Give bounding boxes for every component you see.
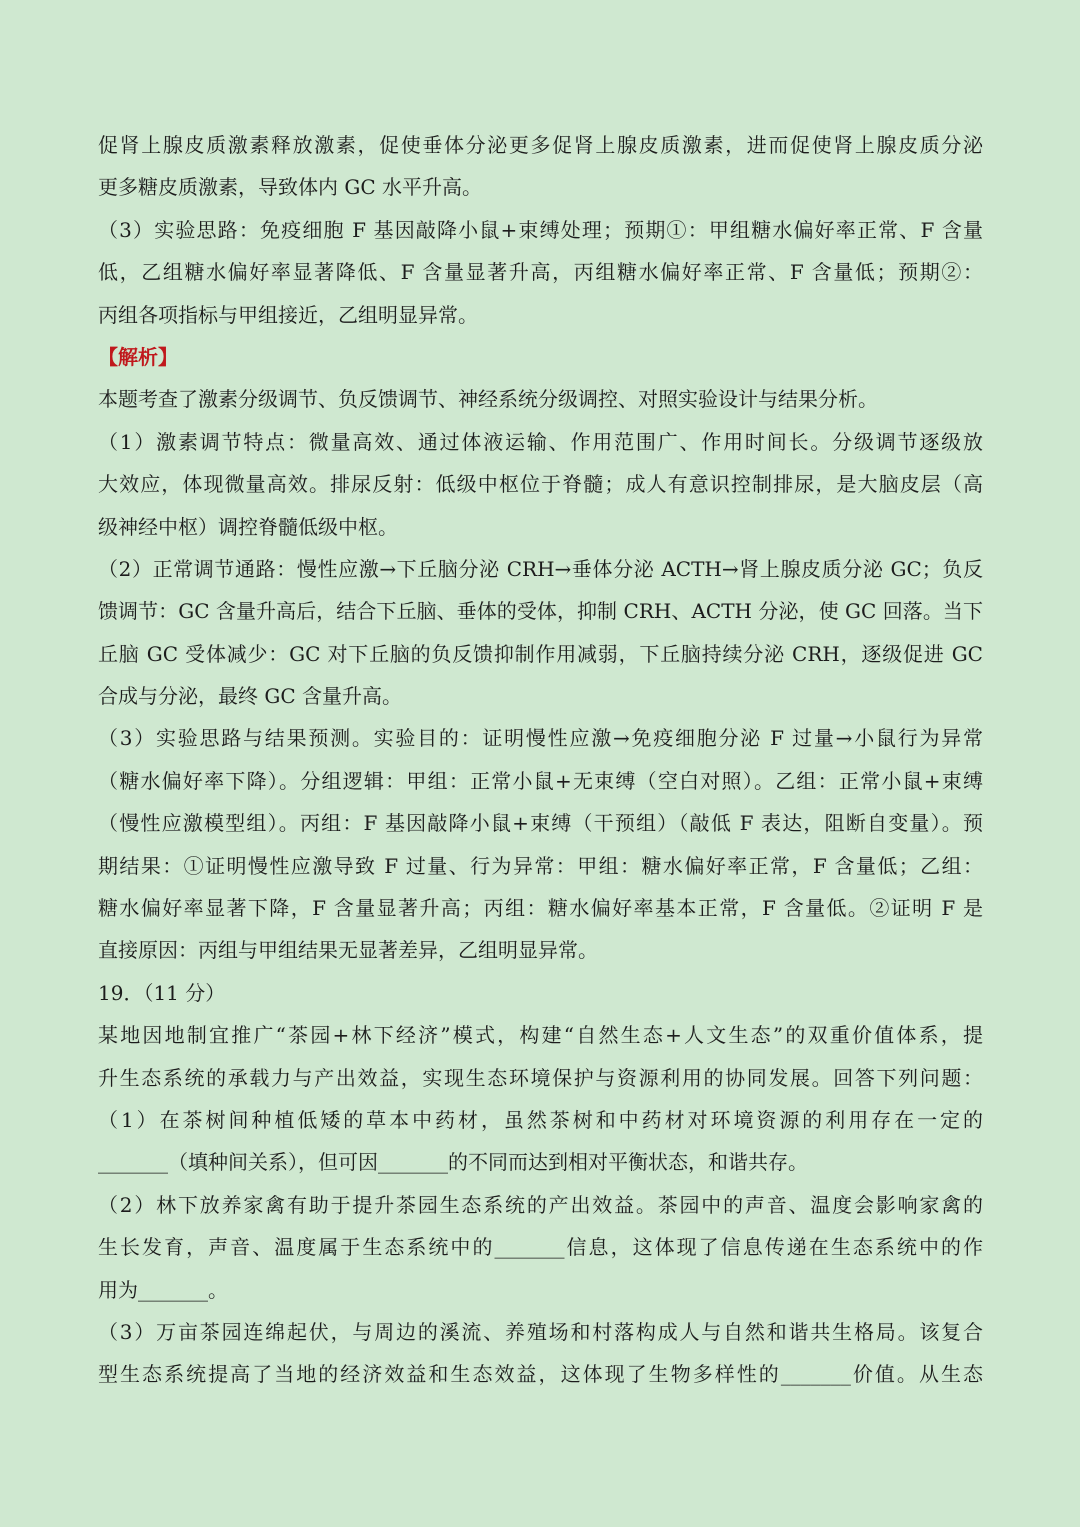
text-line: 期结果：①证明慢性应激导致 F 过量、行为异常：甲组：糖水偏好率正常，F 含量低；乙组： <box>98 853 983 878</box>
text-line: （3）万亩茶园连绵起伏，与周边的溪流、养殖场和村落构成人与自然和谐共生格局。该复合 <box>98 1319 983 1344</box>
text-line: 生长发育，声音、温度属于生态系统中的_______信息，这体现了信息传递在生态系统中的作 <box>98 1235 983 1260</box>
text-line: 某地因地制宜推广“茶园+林下经济”模式，构建“自然生态+人文生态”的双重价值体系，提 <box>98 1023 983 1048</box>
analysis-heading: 【解析】 <box>98 344 178 369</box>
text-line: _______（填种间关系），但可因_______的不同而达到相对平衡状态，和谐共存。 <box>98 1150 808 1175</box>
text-line: （2）正常调节通路：慢性应激→下丘脑分泌 CRH→垂体分泌 ACTH→肾上腺皮质分泌 GC；负反 <box>98 556 983 581</box>
text-line: 用为_______。 <box>98 1277 228 1302</box>
text-line: 糖水偏好率显著下降，F 含量显著升高；丙组：糖水偏好率基本正常，F 含量低。②证明 F 是 <box>98 896 983 921</box>
text-line: （1）在茶树间种植低矮的草本中药材，虽然茶树和中药材对环境资源的利用存在一定的 <box>98 1107 983 1132</box>
text-line: 升生态系统的承载力与产出效益，实现生态环境保护与资源利用的协同发展。回答下列问题： <box>98 1065 983 1090</box>
text-line: （糖水偏好率下降）。分组逻辑：甲组：正常小鼠+无束缚（空白对照）。乙组：正常小鼠+束缚 <box>98 768 983 793</box>
text-line: 促肾上腺皮质激素释放激素，促使垂体分泌更多促肾上腺皮质激素，进而促使肾上腺皮质分泌 <box>98 133 983 157</box>
text-line: （3）实验思路与结果预测。实验目的：证明慢性应激→免疫细胞分泌 F 过量→小鼠行为异常 <box>98 726 983 751</box>
text-line: 本题考查了激素分级调节、负反馈调节、神经系统分级调控、对照实验设计与结果分析。 <box>98 387 878 412</box>
text-line: 低，乙组糖水偏好率显著降低、F 含量显著升高，丙组糖水偏好率正常、F 含量低；预期②： <box>98 260 983 285</box>
text-line: 大效应，体现微量高效。排尿反射：低级中枢位于脊髓；成人有意识控制排尿，是大脑皮层（高 <box>98 472 983 497</box>
text-line: 直接原因：丙组与甲组结果无显著差异，乙组明显异常。 <box>98 938 598 963</box>
text-line: 型生态系统提高了当地的经济效益和生态效益，这体现了生物多样性的_______价值。从生态 <box>98 1362 983 1387</box>
text-line: （1）激素调节特点：微量高效、通过体液运输、作用范围广、作用时间长。分级调节逐级放 <box>98 429 983 454</box>
text-line: （2）林下放养家禽有助于提升茶园生态系统的产出效益。茶园中的声音、温度会影响家禽的 <box>98 1192 983 1217</box>
text-line: 馈调节：GC 含量升高后，结合下丘脑、垂体的受体，抑制 CRH、ACTH 分泌，使 GC 回落。当下 <box>98 599 983 624</box>
text-line: 级神经中枢）调控脊髓低级中枢。 <box>98 514 398 539</box>
text-line: 合成与分泌，最终 GC 含量升高。 <box>98 684 402 709</box>
text-line: 丘脑 GC 受体减少：GC 对下丘脑的负反馈抑制作用减弱，下丘脑持续分泌 CRH，逐级促进 GC <box>98 641 983 666</box>
text-line: （慢性应激模型组）。丙组：F 基因敲降小鼠+束缚（干预组）（敲低 F 表达，阻断自变量）。预 <box>98 811 983 836</box>
question-number: 19．（11 分） <box>98 980 226 1005</box>
document-page <box>98 124 983 1396</box>
text-line: （3）实验思路：免疫细胞 F 基因敲降小鼠+束缚处理；预期①：甲组糖水偏好率正常、F 含量 <box>98 217 983 242</box>
text-line: 更多糖皮质激素，导致体内 GC 水平升高。 <box>98 175 482 200</box>
text-line: 丙组各项指标与甲组接近，乙组明显异常。 <box>98 302 478 327</box>
